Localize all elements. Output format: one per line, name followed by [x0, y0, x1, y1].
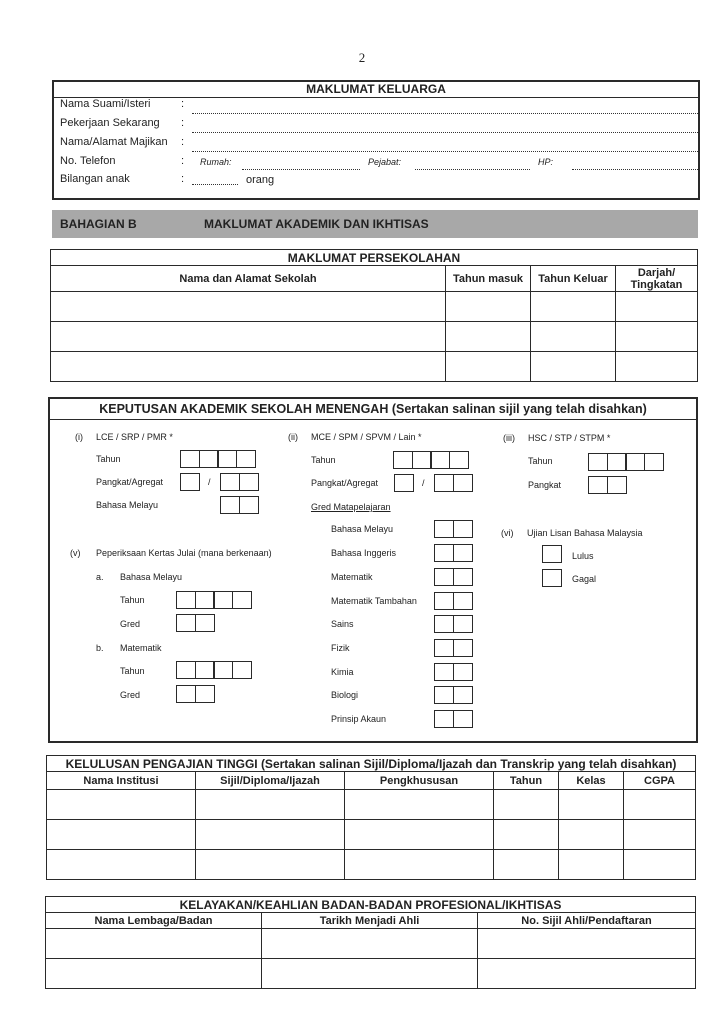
col-year: Tahun [494, 772, 559, 790]
cell[interactable] [46, 959, 262, 989]
july-b-gred-label: Gred [120, 690, 141, 700]
children-unit: orang [246, 174, 275, 186]
subject-grade-boxes[interactable] [434, 544, 473, 562]
july-a-grade-boxes[interactable] [176, 614, 215, 632]
family-title: MAKLUMAT KELUARGA [54, 82, 698, 98]
professional-title: KELAYAKAN/KEAHLIAN BADAN-BADAN PROFESIONAL/IKHTISAS [46, 897, 696, 913]
col-cert-no: No. Sijil Ahli/Pendaftaran [478, 913, 696, 929]
table-row [47, 820, 696, 850]
higher-education-table [46, 755, 696, 880]
professional-table [45, 896, 696, 989]
table-row [47, 790, 696, 820]
cell[interactable] [531, 322, 616, 352]
spouse-name-field[interactable] [192, 113, 698, 114]
subject-grade-boxes[interactable] [434, 639, 473, 657]
lce-bm-label: Bahasa Melayu [96, 500, 159, 510]
cell[interactable] [262, 959, 478, 989]
colon: : [181, 155, 185, 167]
subject-grade-boxes[interactable] [434, 710, 473, 728]
table-row [47, 850, 696, 880]
cell[interactable] [531, 292, 616, 322]
col-member-date: Tarikh Menjadi Ahli [262, 913, 478, 929]
cell[interactable] [478, 929, 696, 959]
pass-checkbox[interactable] [542, 545, 562, 563]
cell[interactable] [531, 352, 616, 382]
num-iii: (iii) [503, 433, 515, 443]
cell[interactable] [446, 292, 531, 322]
table-row [51, 292, 698, 322]
spm-title: MCE / SPM / SPVM / Lain * [311, 432, 422, 442]
subject-label: Fizik [331, 643, 350, 653]
cell[interactable] [196, 850, 345, 880]
col-school-name: Nama dan Alamat Sekolah [51, 266, 446, 292]
cell[interactable] [616, 352, 698, 382]
page-number: 2 [358, 50, 366, 65]
label-phone: No. Telefon [60, 155, 116, 167]
col-qualification: Sijil/Diploma/Ijazah [196, 772, 345, 790]
cell[interactable] [51, 352, 446, 382]
col-body-name: Nama Lembaga/Badan [46, 913, 262, 929]
cell[interactable] [446, 322, 531, 352]
july-a-gred-label: Gred [120, 619, 141, 629]
colon: : [181, 173, 185, 185]
july-a-letter: a. [96, 572, 104, 582]
label-employer: Nama/Alamat Majikan [60, 136, 168, 148]
subject-grade-boxes[interactable] [434, 663, 473, 681]
section-b-header [52, 210, 698, 238]
gred-label: Gred Matapelajaran [311, 502, 391, 512]
stpm-tahun-label: Tahun [528, 456, 553, 466]
label-occupation: Pekerjaan Sekarang [60, 117, 160, 129]
lce-pangkat-label: Pangkat/Agregat [96, 477, 164, 487]
july-a-tahun-label: Tahun [120, 595, 145, 605]
label-home: Rumah: [200, 157, 232, 167]
table-row [46, 929, 696, 959]
cell[interactable] [559, 820, 624, 850]
subject-grade-boxes[interactable] [434, 520, 473, 538]
num-ii: (ii) [288, 432, 298, 442]
section-b-code: BAHAGIAN B [60, 217, 137, 231]
children-count-field[interactable] [192, 184, 238, 185]
table-row [51, 352, 698, 382]
occupation-field[interactable] [192, 132, 698, 133]
cell[interactable] [494, 850, 559, 880]
july-a-year-boxes[interactable] [176, 591, 252, 609]
subject-label: Sains [331, 619, 354, 629]
pass-label: Lulus [572, 551, 594, 561]
subject-label: Biologi [331, 690, 359, 700]
spm-pangkat-box[interactable] [394, 474, 414, 492]
fail-checkbox[interactable] [542, 569, 562, 587]
cell[interactable] [46, 929, 262, 959]
spm-agregat-boxes[interactable] [434, 474, 473, 492]
stpm-pangkat-label: Pangkat [528, 480, 562, 490]
cell[interactable] [494, 820, 559, 850]
cell[interactable] [559, 850, 624, 880]
secondary-results-title: KEPUTUSAN AKADEMIK SEKOLAH MENENGAH (Sertakan salinan sijil yang telah disahkan) [50, 399, 696, 420]
cell[interactable] [559, 790, 624, 820]
july-b-tahun-label: Tahun [120, 666, 145, 676]
label-office: Pejabat: [368, 157, 402, 167]
lce-year-boxes[interactable] [180, 450, 256, 468]
stpm-pangkat-boxes[interactable] [588, 476, 627, 494]
stpm-year-boxes[interactable] [588, 453, 664, 471]
employer-field[interactable] [192, 151, 698, 152]
cell[interactable] [262, 929, 478, 959]
num-i: (i) [75, 432, 83, 442]
mobile-phone-field[interactable] [572, 169, 698, 170]
subject-grade-boxes[interactable] [434, 568, 473, 586]
fail-label: Gagal [572, 574, 597, 584]
july-b-letter: b. [96, 643, 104, 653]
stpm-title: HSC / STP / STPM * [528, 433, 611, 443]
cell[interactable] [616, 292, 698, 322]
subject-label: Matematik [331, 572, 373, 582]
cell[interactable] [624, 850, 696, 880]
subject-label: Prinsip Akaun [331, 714, 387, 724]
colon: : [181, 98, 185, 110]
table-row [46, 959, 696, 989]
july-b-subject: Matematik [120, 643, 162, 653]
spm-year-boxes[interactable] [393, 451, 469, 469]
label-children: Bilangan anak [60, 173, 130, 185]
home-phone-field[interactable] [242, 169, 360, 170]
july-b-grade-boxes[interactable] [176, 685, 215, 703]
subject-label: Kimia [331, 667, 354, 677]
col-specialization: Pengkhususan [345, 772, 494, 790]
cell[interactable] [47, 790, 196, 820]
table-row [51, 322, 698, 352]
secondary-results-section [48, 397, 698, 743]
lce-tahun-label: Tahun [96, 454, 121, 464]
subject-label: Bahasa Inggeris [331, 548, 397, 558]
cell[interactable] [494, 790, 559, 820]
cell[interactable] [51, 292, 446, 322]
office-phone-field[interactable] [415, 169, 530, 170]
lce-bm-boxes[interactable] [220, 496, 259, 514]
cell[interactable] [51, 322, 446, 352]
col-class: Kelas [559, 772, 624, 790]
schooling-title: MAKLUMAT PERSEKOLAHAN [51, 250, 698, 266]
cell[interactable] [616, 322, 698, 352]
col-year-in: Tahun masuk [446, 266, 531, 292]
section-b-title: MAKLUMAT AKADEMIK DAN IKHTISAS [204, 217, 429, 231]
cell[interactable] [345, 820, 494, 850]
cell[interactable] [345, 790, 494, 820]
slash: / [422, 478, 425, 488]
lce-agregat-boxes[interactable] [220, 473, 259, 491]
subject-label: Bahasa Melayu [331, 524, 394, 534]
num-v: (v) [70, 548, 81, 558]
cell[interactable] [624, 790, 696, 820]
lce-title: LCE / SRP / PMR * [96, 432, 173, 442]
col-year-out: Tahun Keluar [531, 266, 616, 292]
higher-education-title: KELULUSAN PENGAJIAN TINGGI (Sertakan salinan Sijil/Diploma/Ijazah dan Transkrip yang telah disahkan) [47, 756, 696, 772]
label-mobile: HP: [538, 157, 554, 167]
july-a-subject: Bahasa Melayu [120, 572, 183, 582]
colon: : [181, 136, 185, 148]
cell[interactable] [478, 959, 696, 989]
lce-pangkat-box[interactable] [180, 473, 200, 491]
july-exam-title: Peperiksaan Kertas Julai (mana berkenaan) [96, 548, 272, 558]
cell[interactable] [196, 790, 345, 820]
colon: : [181, 117, 185, 129]
col-level: Darjah/ Tingkatan [616, 266, 698, 292]
label-spouse-name: Nama Suami/Isteri [60, 98, 151, 110]
subject-label: Matematik Tambahan [331, 596, 417, 606]
col-institution: Nama Institusi [47, 772, 196, 790]
cell[interactable] [196, 820, 345, 850]
cell[interactable] [47, 820, 196, 850]
slash: / [208, 477, 211, 487]
cell[interactable] [345, 850, 494, 880]
subject-grade-boxes[interactable] [434, 592, 473, 610]
cell[interactable] [446, 352, 531, 382]
col-cgpa: CGPA [624, 772, 696, 790]
cell[interactable] [624, 820, 696, 850]
spm-pangkat-label: Pangkat/Agregat [311, 478, 379, 488]
num-vi: (vi) [501, 528, 514, 538]
july-b-year-boxes[interactable] [176, 661, 252, 679]
spm-tahun-label: Tahun [311, 455, 336, 465]
schooling-table [50, 249, 698, 382]
oral-test-title: Ujian Lisan Bahasa Malaysia [527, 528, 643, 538]
gred-matapelajaran [311, 502, 391, 512]
cell[interactable] [47, 850, 196, 880]
subject-grade-boxes[interactable] [434, 686, 473, 704]
subject-grade-boxes[interactable] [434, 615, 473, 633]
